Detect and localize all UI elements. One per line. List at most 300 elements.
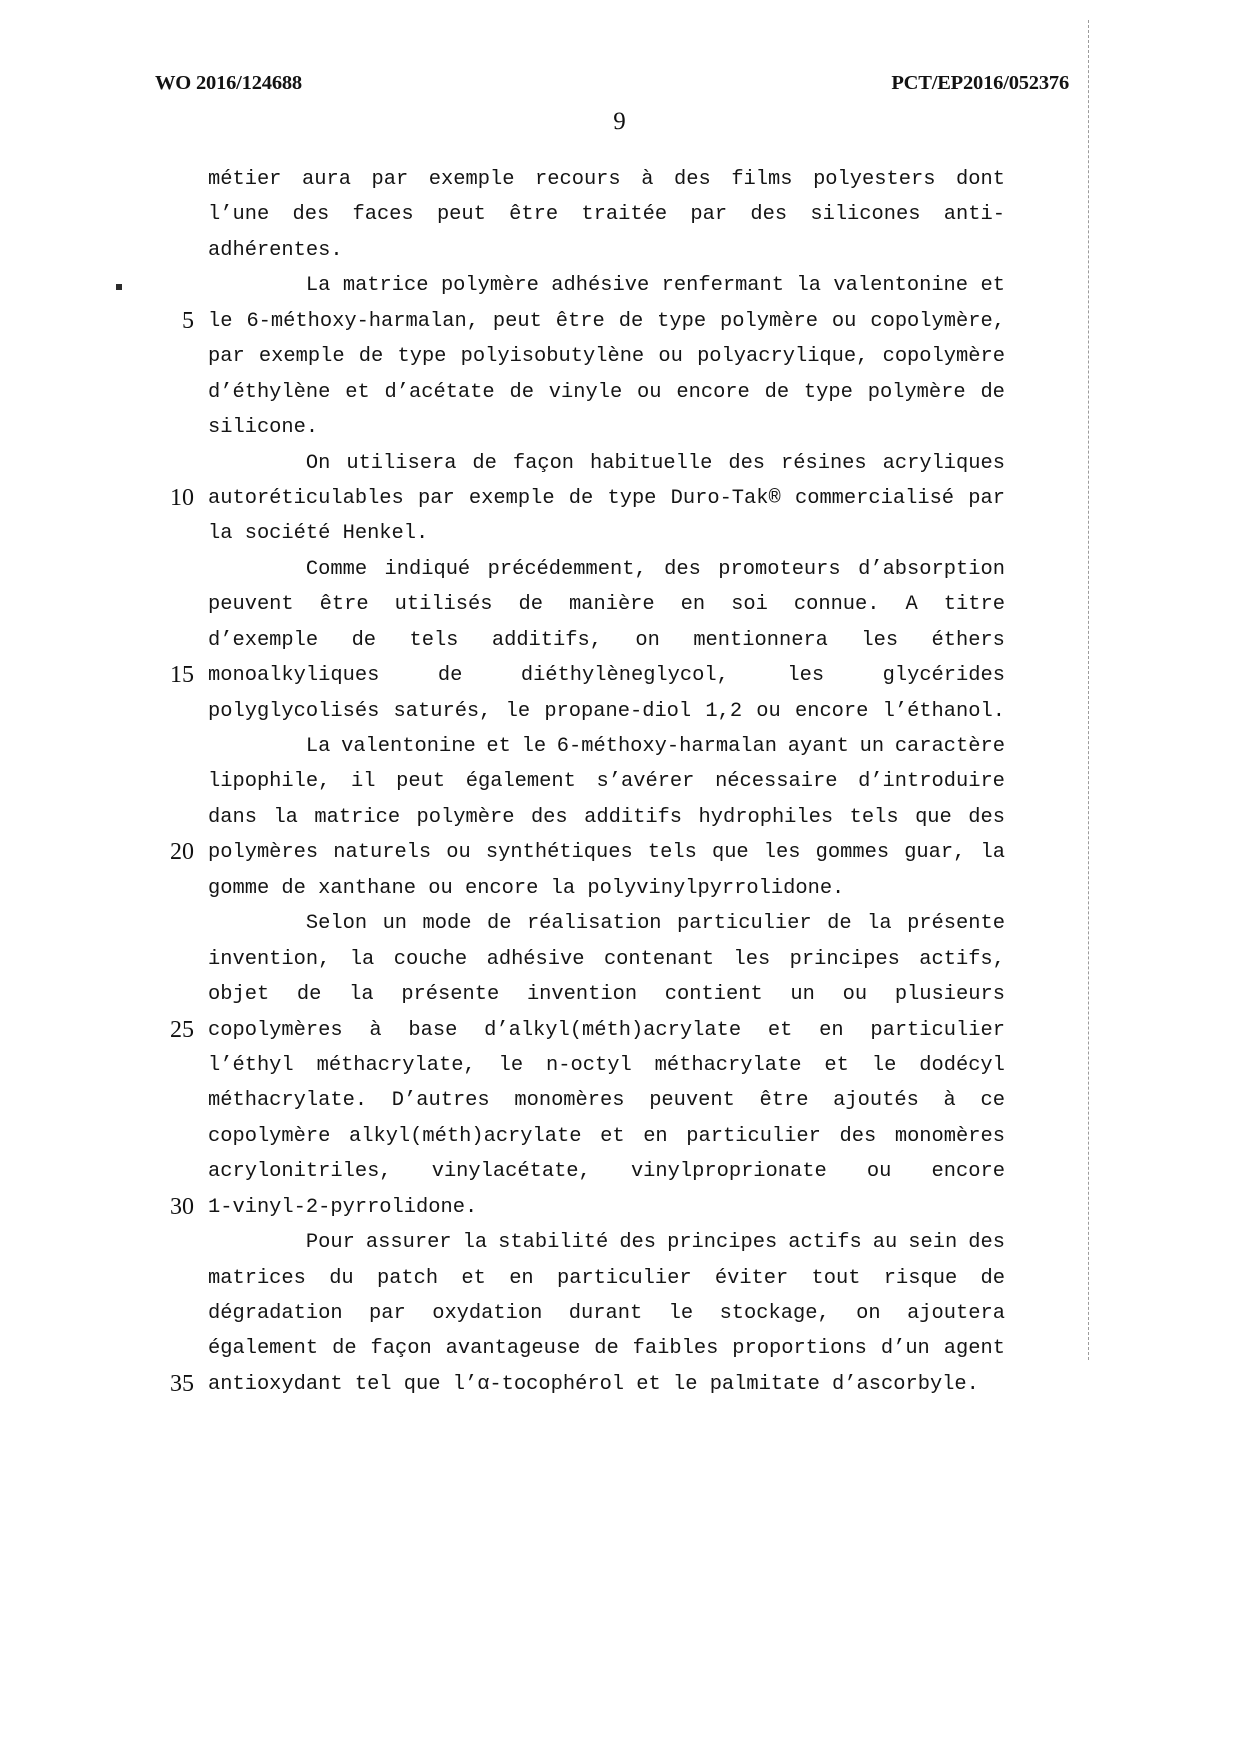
word: méthacrylate. <box>208 1089 368 1113</box>
line-content <box>208 446 1005 481</box>
word: patch <box>376 1266 439 1290</box>
word: ayant <box>787 735 849 758</box>
word: de <box>594 1337 619 1361</box>
word: des <box>750 203 788 227</box>
word: plusieurs <box>894 983 1005 1007</box>
text-line <box>150 481 1005 516</box>
word: d’alkyl(méth)acrylate <box>484 1018 742 1042</box>
word: de <box>332 1337 357 1361</box>
word: type <box>607 486 657 510</box>
word: ou <box>637 380 662 404</box>
line-content <box>208 375 1005 410</box>
word: d’un <box>880 1337 930 1361</box>
word: il <box>351 770 376 794</box>
word: 1,2 <box>705 699 743 723</box>
word: que <box>915 805 952 829</box>
word: éviter <box>714 1266 789 1290</box>
word: n-octyl <box>546 1053 632 1077</box>
word: polyisobutylène <box>460 345 645 369</box>
word: la <box>980 841 1005 865</box>
word: couche <box>393 947 468 971</box>
word: polyglycolisés <box>208 699 380 723</box>
word: à <box>641 168 654 191</box>
word: encore <box>676 380 750 404</box>
line-content <box>208 304 1005 339</box>
word: titre <box>943 593 1005 617</box>
word: de <box>568 486 594 510</box>
text-line <box>150 268 1005 303</box>
text-line <box>150 1296 1005 1331</box>
word: méthacrylate, <box>316 1053 476 1077</box>
word: invention, <box>208 947 331 971</box>
word: et <box>767 1018 793 1042</box>
word: présente <box>907 912 1005 936</box>
word: réalisation <box>526 912 662 936</box>
word: par <box>208 345 245 369</box>
line-number: 30 <box>170 1193 194 1220</box>
word: indiqué <box>384 557 471 581</box>
word: exemple <box>468 486 555 510</box>
text-line <box>150 835 1005 870</box>
word: par <box>690 203 728 227</box>
word: vinylacétate, <box>431 1160 591 1184</box>
word: résines <box>781 451 867 475</box>
word: d’acétate <box>384 380 495 404</box>
word: polymère <box>440 274 539 298</box>
word: des <box>292 203 330 227</box>
word: monoalkyliques <box>208 664 380 688</box>
word: faibles <box>632 1337 719 1361</box>
line-content <box>208 906 1005 941</box>
body-text <box>150 162 1005 1402</box>
text-line <box>150 906 1005 941</box>
text-line <box>150 1225 1005 1260</box>
word: au <box>872 1231 898 1255</box>
word: des <box>619 1231 657 1255</box>
word: stockage, <box>719 1302 830 1325</box>
word: peut <box>436 203 486 227</box>
word: l’éthyl <box>208 1053 294 1077</box>
word: on <box>856 1302 881 1325</box>
line-content <box>208 623 1005 658</box>
word: habituelle <box>590 451 713 475</box>
text-line <box>150 552 1005 587</box>
word: utilisera <box>346 451 457 475</box>
word: polyacrylique, <box>697 345 869 369</box>
word: monomères <box>894 1124 1005 1148</box>
word: et <box>980 274 1005 298</box>
word: renfermant <box>661 274 785 298</box>
word: additifs <box>584 805 683 829</box>
line-content <box>208 1225 1005 1260</box>
word: principes <box>667 1231 778 1255</box>
word: méthacrylate <box>654 1053 802 1077</box>
word: s’avérer <box>596 770 695 794</box>
word: acryliques <box>882 451 1005 475</box>
word: encore <box>931 1160 1005 1184</box>
word: de <box>618 309 644 333</box>
word: dégradation <box>208 1302 343 1325</box>
text-line <box>150 1331 1005 1366</box>
word: type <box>397 345 447 369</box>
text-line <box>150 162 1005 197</box>
word: et <box>486 735 511 758</box>
line-content <box>208 942 1005 977</box>
text-line <box>150 587 1005 622</box>
word: tout <box>811 1266 861 1290</box>
word: ou <box>756 699 781 723</box>
line-content <box>208 1013 1005 1048</box>
word: peut <box>492 309 542 333</box>
line-number: 20 <box>170 839 194 866</box>
word: la <box>462 1231 488 1255</box>
word: de <box>518 593 543 617</box>
word: d’éthylène <box>208 380 331 404</box>
text-line <box>150 1119 1005 1154</box>
word: l’éthanol. <box>882 699 1005 723</box>
word: être <box>759 1089 809 1113</box>
word: gommes <box>815 841 890 865</box>
word: ou <box>831 309 857 333</box>
word: polyesters <box>813 168 936 191</box>
word: un <box>859 735 885 758</box>
text-line <box>150 410 1005 445</box>
line-content <box>208 162 1005 197</box>
line-number: 35 <box>170 1370 194 1397</box>
word: acrylonitriles, <box>208 1160 392 1184</box>
word: de <box>509 380 534 404</box>
word: naturels <box>333 841 432 865</box>
text-line <box>150 1190 1005 1225</box>
word: et <box>345 380 370 404</box>
word: objet <box>208 983 270 1007</box>
text-line <box>150 942 1005 977</box>
word: de <box>472 451 497 475</box>
word: et <box>824 1053 849 1077</box>
word: du <box>329 1266 354 1290</box>
word: stabilité <box>498 1231 609 1255</box>
word: on <box>635 628 660 652</box>
word: façon <box>512 451 575 475</box>
header-publication-number: WO 2016/124688 <box>155 72 302 94</box>
page-number: 9 <box>613 108 626 135</box>
word: actifs <box>788 1231 862 1255</box>
word: de <box>764 380 790 404</box>
word: peut <box>396 770 446 794</box>
word: la <box>867 912 892 936</box>
word: les <box>787 664 825 688</box>
word: d’introduire <box>858 770 1005 794</box>
word: exemple <box>258 345 345 369</box>
line-content <box>208 197 1005 232</box>
word: valentonine <box>341 735 476 758</box>
word: vinylproprionate <box>630 1160 827 1184</box>
word: de <box>980 1266 1005 1290</box>
word: mode <box>422 912 472 936</box>
word: adhésive <box>486 947 585 971</box>
word: en <box>643 1124 668 1148</box>
word: ou <box>866 1160 892 1184</box>
word: par <box>418 486 455 510</box>
word: particulier <box>686 1124 821 1148</box>
line-content <box>208 800 1005 835</box>
word: exemple <box>428 168 515 191</box>
word: tels <box>849 805 899 829</box>
word: invention <box>526 983 638 1007</box>
word: et <box>600 1124 625 1148</box>
word: caractère <box>894 735 1005 758</box>
text-line <box>150 1083 1005 1118</box>
line-content: la société Henkel. <box>208 522 429 546</box>
word: de <box>437 664 463 688</box>
word: alkyl(méth)acrylate <box>348 1124 582 1148</box>
word: A <box>905 593 918 617</box>
word: de <box>827 912 852 936</box>
word: diéthylèneglycol, <box>520 664 729 688</box>
word: adhésive <box>551 274 650 298</box>
word: copolymères <box>208 1018 343 1042</box>
line-content <box>208 339 1005 374</box>
word: dont <box>956 168 1005 191</box>
line-number: 10 <box>170 484 194 511</box>
word: des <box>674 168 711 191</box>
word: On <box>208 451 331 475</box>
word: La <box>208 274 331 298</box>
word: promoteurs <box>718 557 841 581</box>
word: ce <box>980 1089 1005 1113</box>
text-line <box>150 764 1005 799</box>
line-content <box>208 764 1005 799</box>
line-number: 25 <box>170 1016 194 1043</box>
word: le <box>505 699 531 723</box>
line-content <box>208 552 1005 587</box>
word: 6-méthoxy-harmalan, <box>246 309 479 333</box>
word: le <box>521 735 547 758</box>
word: de <box>486 912 512 936</box>
word: polymère <box>720 309 818 333</box>
word: Selon <box>208 912 368 936</box>
word: d’exemple <box>208 628 319 652</box>
line-content <box>208 835 1005 870</box>
word: un <box>382 912 408 936</box>
line-number: 15 <box>170 662 194 689</box>
header-application-number: PCT/EP2016/052376 <box>891 72 1069 94</box>
text-line <box>150 694 1005 729</box>
word: les <box>763 841 801 865</box>
word: sein <box>908 1231 958 1255</box>
word: éthers <box>931 628 1005 652</box>
word: oxydation <box>432 1302 543 1325</box>
word: valentonine <box>833 274 969 298</box>
line-content <box>208 1296 1005 1331</box>
text-line <box>150 658 1005 693</box>
line-content: silicone. <box>208 416 319 440</box>
word: saturés, <box>393 699 492 723</box>
left-margin-mark <box>116 284 122 290</box>
word: d’absorption <box>858 557 1005 581</box>
word: principes <box>789 947 900 971</box>
word: risque <box>883 1266 958 1290</box>
word: autoréticulables <box>208 486 404 510</box>
word: matrices <box>208 1266 306 1290</box>
word: hydrophiles <box>698 805 834 829</box>
text-line <box>150 871 1005 906</box>
line-content <box>208 587 1005 622</box>
word: nécessaire <box>715 770 838 794</box>
line-content <box>208 694 1005 729</box>
word: copolymère, <box>870 309 1005 333</box>
word: le <box>208 309 233 333</box>
word: que <box>711 841 749 865</box>
text-line <box>150 800 1005 835</box>
text-line <box>150 1013 1005 1048</box>
text-line <box>150 304 1005 339</box>
word: assurer <box>365 1231 452 1255</box>
word: actifs, <box>919 947 1005 971</box>
word: des <box>728 451 766 475</box>
word: des <box>664 557 701 581</box>
word: en <box>680 593 706 617</box>
word: peuvent <box>208 593 294 617</box>
word: la <box>349 947 375 971</box>
word: agent <box>943 1337 1005 1361</box>
word: aura <box>301 168 351 191</box>
word: façon <box>370 1337 432 1361</box>
word: Duro-Tak® <box>670 486 781 510</box>
line-content <box>208 1261 1005 1296</box>
word: faces <box>352 203 414 227</box>
word: la <box>273 805 298 829</box>
line-content <box>208 481 1005 516</box>
word: polymères <box>208 841 319 865</box>
word: contient <box>664 983 763 1007</box>
word: des <box>839 1124 877 1148</box>
word: la <box>796 274 821 298</box>
text-line <box>150 197 1005 232</box>
word: avantageuse <box>445 1337 581 1361</box>
word: être <box>509 203 559 227</box>
line-content <box>208 1083 1005 1118</box>
word: à <box>943 1089 956 1113</box>
word: le <box>498 1053 524 1077</box>
word: polymère <box>416 805 515 829</box>
word: des <box>968 1231 1005 1255</box>
word: base <box>408 1018 458 1042</box>
word: de <box>296 983 322 1007</box>
running-header <box>155 72 1069 95</box>
word: matrice <box>314 805 401 829</box>
word: ou <box>842 983 868 1007</box>
word: polymère <box>867 380 966 404</box>
word: mentionnera <box>693 628 828 652</box>
text-line <box>150 516 1005 551</box>
word: par <box>371 168 409 191</box>
text-line <box>150 623 1005 658</box>
word: vinyle <box>548 380 623 404</box>
word: anti- <box>943 203 1005 227</box>
word: commercialisé <box>794 486 955 510</box>
line-content: antioxydant tel que l’α-tocophérol et le palmitate d’ascorbyle. <box>208 1372 979 1396</box>
word: Comme <box>208 557 368 581</box>
word: ou <box>446 841 471 865</box>
word: les <box>861 628 899 652</box>
word: à <box>369 1018 382 1042</box>
word: contenant <box>603 947 715 971</box>
word: tels <box>409 628 459 652</box>
word: l’une <box>208 203 270 227</box>
word: ajoutés <box>833 1089 919 1113</box>
word: proportions <box>732 1337 867 1361</box>
word: encore <box>794 699 869 723</box>
line-content <box>208 1119 1005 1154</box>
word: le <box>668 1302 694 1325</box>
line-content <box>208 1154 1005 1189</box>
word: la <box>349 983 374 1007</box>
word: de <box>358 345 384 369</box>
text-line <box>150 1154 1005 1189</box>
word: silicones <box>810 203 921 227</box>
word: films <box>731 168 793 191</box>
word: des <box>968 805 1005 829</box>
word: matrice <box>342 274 429 298</box>
line-content: adhérentes. <box>208 238 343 262</box>
word: traitée <box>581 203 668 227</box>
word: D’autres <box>391 1089 490 1113</box>
word: copolymère <box>208 1124 331 1148</box>
word: métier <box>208 168 282 191</box>
word: propane-diol <box>544 699 692 723</box>
line-content: gomme de xanthane ou encore la polyvinylpyrrolidone. <box>208 876 845 900</box>
word: ajoutera <box>907 1302 1005 1325</box>
text-line <box>150 1048 1005 1083</box>
line-content <box>208 268 1005 303</box>
text-line <box>150 375 1005 410</box>
word: Pour <box>208 1231 355 1255</box>
word: des <box>530 805 568 829</box>
word: être <box>555 309 605 333</box>
word: La <box>208 735 331 758</box>
word: particulier <box>556 1266 692 1290</box>
text-line <box>150 446 1005 481</box>
word: guar, <box>904 841 966 865</box>
word: tels <box>647 841 697 865</box>
word: type <box>803 380 853 404</box>
word: également <box>208 1337 319 1361</box>
word: de <box>351 628 377 652</box>
word: lipophile, <box>208 770 331 794</box>
word: durant <box>568 1302 643 1325</box>
text-line <box>150 977 1005 1012</box>
line-number: 5 <box>182 307 194 334</box>
word: connue. <box>793 593 880 617</box>
text-line <box>150 1367 1005 1402</box>
word: particulier <box>870 1018 1005 1042</box>
line-content <box>208 1048 1005 1083</box>
word: un <box>790 983 815 1007</box>
line-content <box>208 977 1005 1012</box>
word: soi <box>731 593 768 617</box>
word: utilisés <box>394 593 493 617</box>
word: monomères <box>514 1089 625 1113</box>
word: peuvent <box>649 1089 735 1113</box>
line-content: 1-vinyl-2-pyrrolidone. <box>208 1195 478 1219</box>
word: additifs, <box>491 628 602 652</box>
word: ou <box>658 345 683 369</box>
text-line <box>150 1261 1005 1296</box>
word: être <box>319 593 369 617</box>
word: dodécyl <box>919 1053 1005 1077</box>
line-content <box>208 658 1005 693</box>
